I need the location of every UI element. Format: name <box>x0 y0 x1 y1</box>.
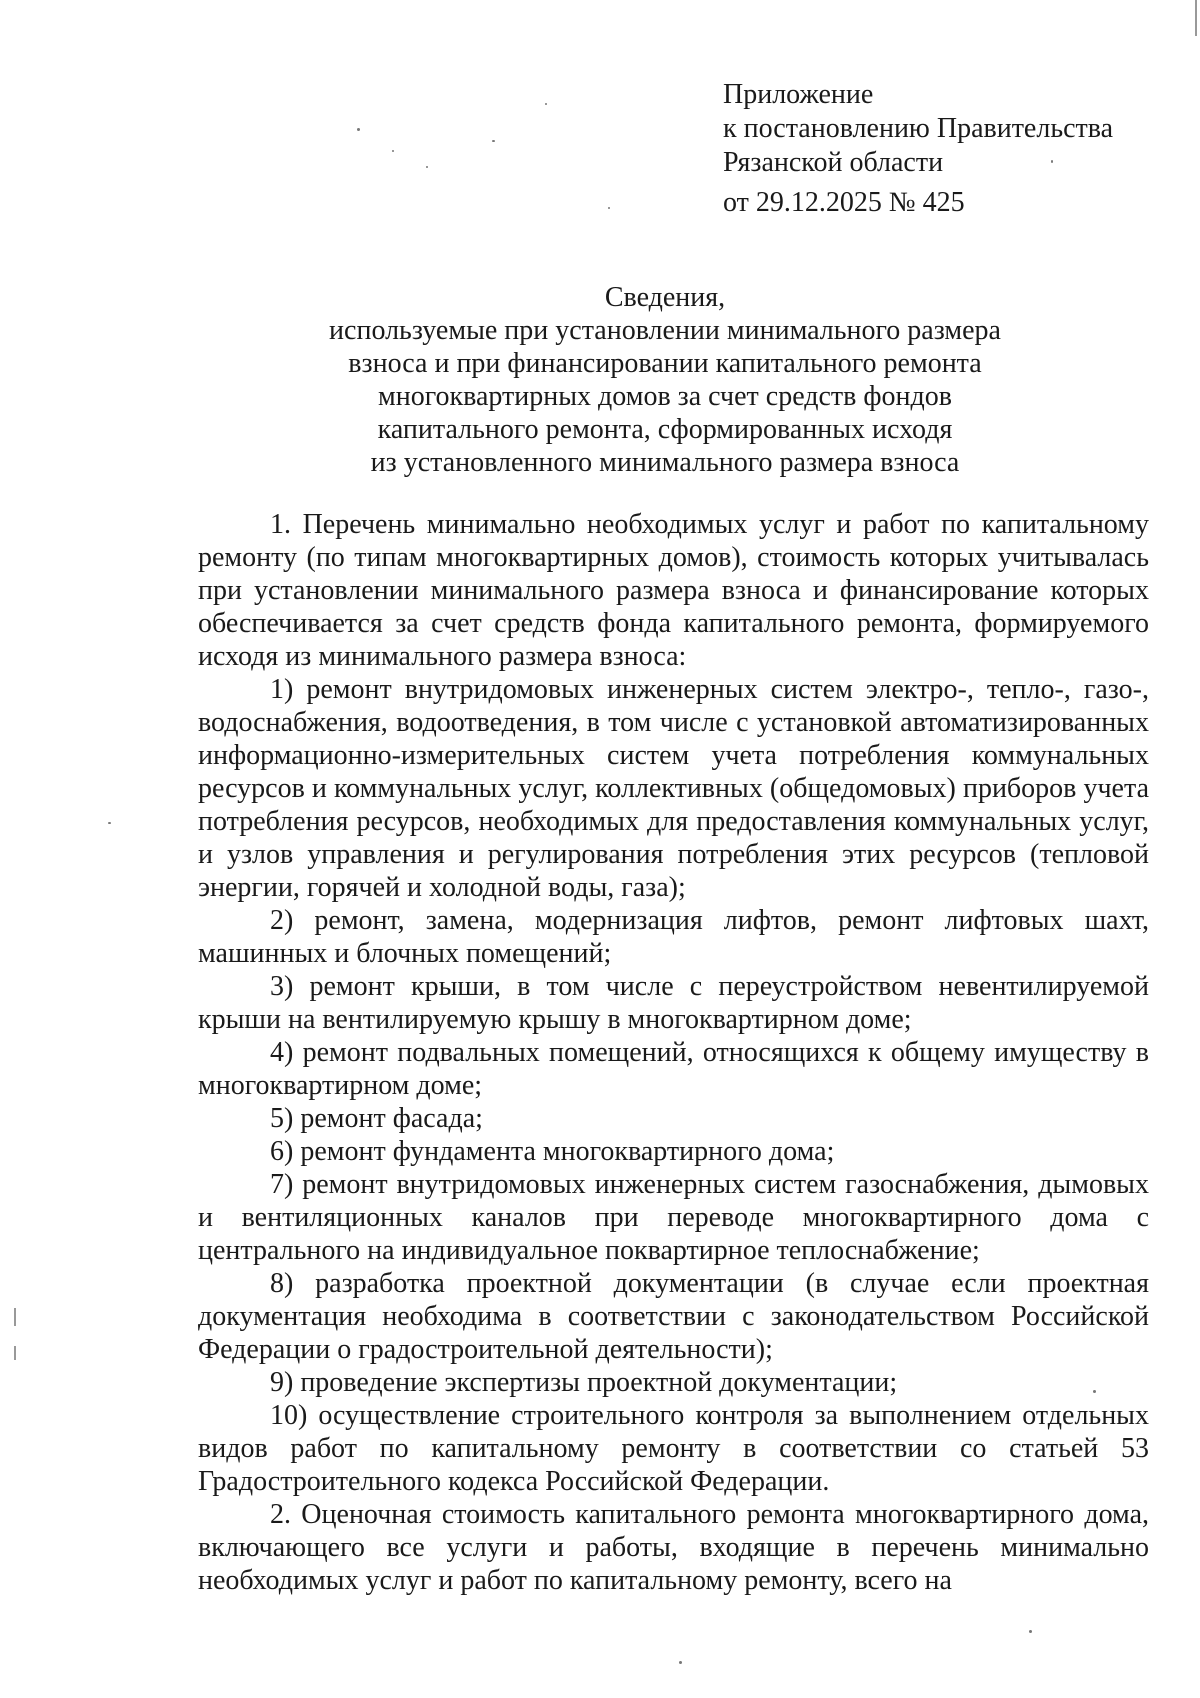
document-title <box>200 281 1130 479</box>
scan-speck <box>1093 1390 1096 1393</box>
list-item-5: 5) ремонт фасада; <box>270 1103 483 1134</box>
appendix-label: Приложение <box>723 79 874 110</box>
scan-speck <box>1051 160 1053 163</box>
scan-speck <box>492 140 495 142</box>
title-line: Сведения, <box>604 282 726 313</box>
list-item-3: 3) ремонт крыши, в том числе с переустройством невентилируемой крыши на вентилируемую крышу в многоквартирном доме; <box>198 971 1149 1035</box>
list-item-9: 9) проведение экспертизы проектной документации; <box>270 1367 898 1398</box>
scan-edge-mark <box>14 1308 16 1326</box>
list-item-6: 6) ремонт фундамента многоквартирного дома; <box>270 1136 835 1167</box>
scan-speck <box>392 150 394 152</box>
appendix-region: Рязанской области <box>723 147 944 178</box>
scan-edge-mark <box>1195 0 1197 36</box>
scan-speck <box>357 128 360 131</box>
scan-speck <box>1029 1630 1032 1633</box>
title-line: используемые при установлении минимального размера <box>329 315 1001 346</box>
scan-speck <box>545 103 547 105</box>
list-item-7: 7) ремонт внутридомовых инженерных систем газоснабжения, дымовых и вентиляционных каналов при переводе многоквартирного дома с центрального на индивидуальное поквартирное теплоснабжение; <box>198 1169 1149 1266</box>
document-body <box>198 508 1149 1597</box>
title-line: капитального ремонта, сформированных исходя <box>377 414 953 445</box>
scan-speck <box>679 1661 682 1664</box>
title-line: многоквартирных домов за счет средств фондов <box>378 381 952 412</box>
list-item-10: 10) осуществление строительного контроля за выполнением отдельных видов работ по капитальному ремонту в соответствии со статьей 53 Градостроительного кодекса Российской Федерации. <box>198 1400 1149 1497</box>
paragraph-section-1: 1. Перечень минимально необходимых услуг и работ по капитальному ремонту (по типам многоквартирных домов), стоимость которых учитывалась при установлении минимального размера взноса и финансирование которых обеспечивается за счет средств фонда капитального ремонта, формируемого исходя из минимального размера взноса: <box>198 509 1149 672</box>
appendix-decree-ref: к постановлению Правительства <box>723 113 1114 144</box>
scan-speck <box>608 207 610 209</box>
paragraph-section-2: 2. Оценочная стоимость капитального ремонта многоквартирного дома, включающего все услуги и работы, входящие в перечень минимально необходимых услуг и работ по капитальному ремонту, всего на <box>198 1499 1149 1596</box>
list-item-4: 4) ремонт подвальных помещений, относящихся к общему имуществу в многоквартирном доме; <box>198 1037 1149 1101</box>
scan-speck <box>426 166 428 168</box>
title-line: из установленного минимального размера взноса <box>370 447 960 478</box>
list-item-8: 8) разработка проектной документации (в случае если проектная документация необходима в соответствии с законодательством Российской Федерации о градостроительной деятельности); <box>198 1268 1149 1365</box>
scan-edge-mark <box>14 1346 16 1360</box>
list-item-1: 1) ремонт внутридомовых инженерных систем электро-, тепло-, газо-, водоснабжения, водоотведения, в том числе с установкой автоматизированных информационно-измерительных систем учета потребления коммунальных ресурсов и коммунальных услуг, коллективных (общедомовых) приборов учета потребления ресурсов, необходимых для предоставления коммунальных услуг, и узлов управления и регулирования потребления этих ресурсов (тепловой энергии, горячей и холодной воды, газа); <box>198 674 1149 903</box>
list-item-2: 2) ремонт, замена, модернизация лифтов, ремонт лифтовых шахт, машинных и блочных помещений; <box>198 905 1149 969</box>
scan-speck <box>108 822 111 824</box>
title-line: взноса и при финансировании капитального ремонта <box>348 348 982 379</box>
appendix-header <box>723 78 1163 220</box>
appendix-date-number: от 29.12.2025 № 425 <box>723 187 965 218</box>
